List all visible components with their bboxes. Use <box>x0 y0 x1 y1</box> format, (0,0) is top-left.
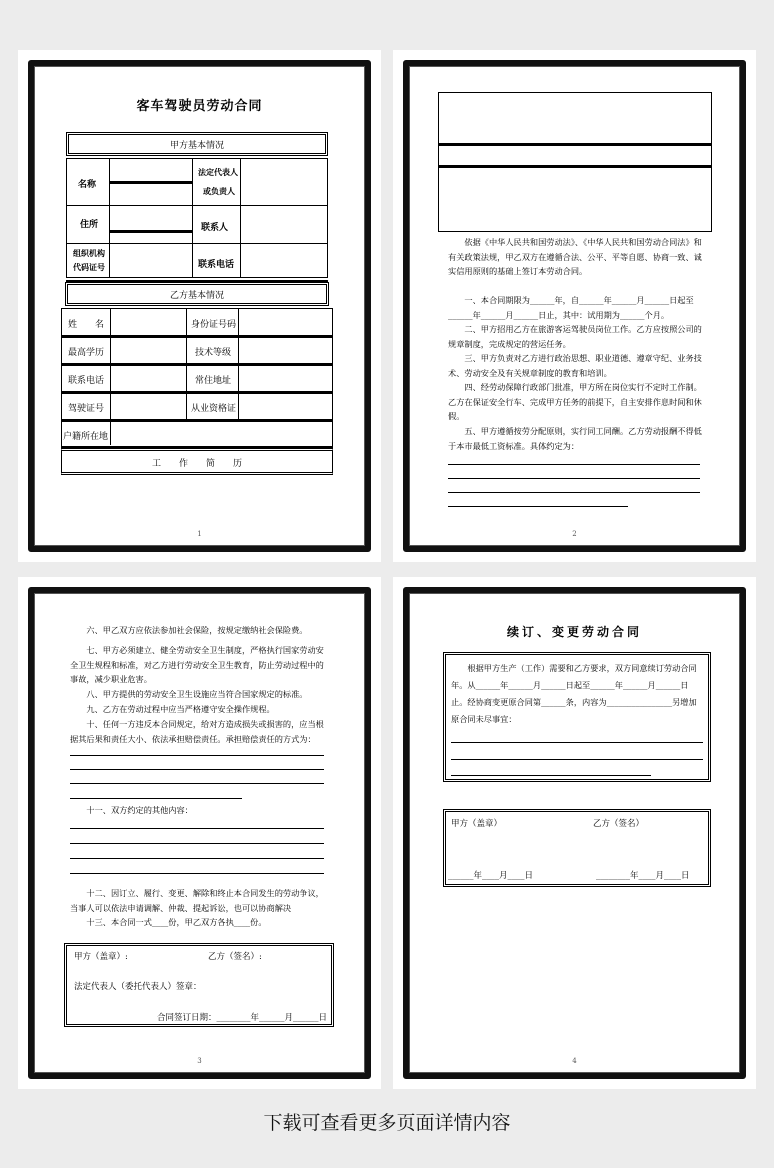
clause-2: 二、甲方招用乙方在旅游客运驾驶员岗位工作。乙方应按照公司的规章制度，完成规定的营运任务。 <box>448 324 702 349</box>
renewal-sign-party-a: 甲方（盖章） <box>451 819 503 829</box>
party-a-phone-label: 联系电话 <box>198 260 235 270</box>
sign-date: 合同签订日期：________年______月______日 <box>157 1013 328 1023</box>
party-b-row-5-left: 户籍所在地 <box>63 432 109 442</box>
contract-page-4 <box>393 577 756 1089</box>
party-a-header-label: 甲方基本情况 <box>169 141 224 151</box>
party-a-name-label: 名称 <box>78 180 97 190</box>
page-number: 1 <box>197 530 202 538</box>
intro-paragraph: 依据《中华人民共和国劳动法》、《中华人民共和国劳动合同法》和有关政策法规，甲乙双方在遵循合法、公平、平等自愿、协商一致、诚实信用原则的基础上签订本劳动合同。 <box>448 237 702 276</box>
clause-6: 六、甲乙双方应依法参加社会保险，按规定缴纳社会保险费。 <box>86 625 308 635</box>
party-a-rep-label-2: 或负责人 <box>203 186 235 196</box>
renewal-sign-party-b: 乙方（签名） <box>593 819 645 829</box>
page-number: 3 <box>197 1057 202 1065</box>
party-b-row-2-right: 技术等级 <box>195 348 232 358</box>
contract-page-2 <box>393 50 756 562</box>
page-number: 2 <box>572 530 577 538</box>
clause-12: 十二、因订立、履行、变更、解除和终止本合同发生的劳动争议，当事人可以依法申请调解、仲裁、提起诉讼，也可以协商解决 <box>70 888 324 913</box>
party-b-row-1-left: 姓 名 <box>68 320 105 330</box>
page-title: 客车驾驶员劳动合同 <box>136 99 263 114</box>
party-b-row-1-right: 身份证号码 <box>191 320 237 330</box>
renewal-date-b: ________年____月____日 <box>596 871 690 881</box>
party-b-row-4-right: 从业资格证 <box>191 404 237 414</box>
party-b-header-label: 乙方基本情况 <box>169 291 224 301</box>
renewal-title: 续订、变更劳动合同 <box>506 625 642 639</box>
clause-1: 一、本合同期限为______年，自______年______月______日起至______年______月______日止，其中：试用期为______个月。 <box>448 295 694 320</box>
party-a-address-label: 住所 <box>80 220 99 230</box>
sign-party-a: 甲方（盖章）: <box>74 952 128 962</box>
renewal-date-a: ______年____月____日 <box>448 871 534 881</box>
sign-party-b: 乙方（签名）: <box>208 952 262 962</box>
contract-page-3 <box>18 577 381 1089</box>
contract-page-1 <box>18 50 381 562</box>
party-b-row-2-left: 最高学历 <box>68 348 105 358</box>
clause-5: 五、甲方遵循按劳分配原则，实行同工同酬。乙方劳动报酬不得低于本市最低工资标准。具体约定为： <box>448 426 702 451</box>
party-b-row-3-right: 常住地址 <box>195 376 232 386</box>
page-number: 4 <box>572 1057 577 1065</box>
clause-3: 三、甲方负责对乙方进行政治思想、职业道德、遵章守纪、业务技术、劳动安全及有关规章制度的教育和培训。 <box>448 353 702 378</box>
clause-8: 八、甲方提供的劳动安全卫生设施应当符合国家规定的标准。 <box>86 689 308 699</box>
party-a-org-label-2: 代码证号 <box>73 262 105 272</box>
clause-7: 七、甲方必须建立、健全劳动安全卫生制度，严格执行国家劳动安全卫生规程和标准，对乙方进行劳动安全卫生教育，防止劳动过程中的事故，减少职业危害。 <box>70 645 324 684</box>
clause-13: 十三、本合同一式____份，甲乙双方各执____份。 <box>86 917 267 927</box>
party-a-table <box>66 158 328 278</box>
clause-9: 九、乙方在劳动过程中应当严格遵守安全操作规程。 <box>86 704 275 714</box>
party-a-contact-label: 联系人 <box>201 223 229 233</box>
work-history-label: 工 作 简 历 <box>151 459 242 469</box>
top-box <box>438 92 712 232</box>
renewal-paragraph: 根据甲方生产（工作）需要和乙方要求，双方同意续订劳动合同年。从______年______月______日起至______年______月______日止。经协商变更原合同第______条，内容为________________另增加原合同未尽事宜： <box>451 663 697 724</box>
sign-representative: 法定代表人（委托代表人）签章： <box>74 982 202 992</box>
party-b-row-3-left: 联系电话 <box>68 376 105 386</box>
party-a-rep-label-1: 法定代表人 <box>198 167 238 177</box>
clause-10: 十、任何一方违反本合同规定，给对方造成损失或损害的，应当根据其后果和责任大小、依法承担赔偿责任。承担赔偿责任的方式为： <box>70 719 324 744</box>
download-note: 下载可查看更多页面详情内容 <box>263 1112 511 1134</box>
party-a-org-label-1: 组织机构 <box>73 248 105 258</box>
clause-11: 十一、双方约定的其他内容： <box>86 805 193 815</box>
clause-4: 四、经劳动保障行政部门批准，甲方所在岗位实行不定时工作制。乙方在保证安全行车、完成甲方任务的前提下，自主安排作息时间和休假。 <box>448 382 702 421</box>
party-b-row-4-left: 驾驶证号 <box>68 404 105 414</box>
